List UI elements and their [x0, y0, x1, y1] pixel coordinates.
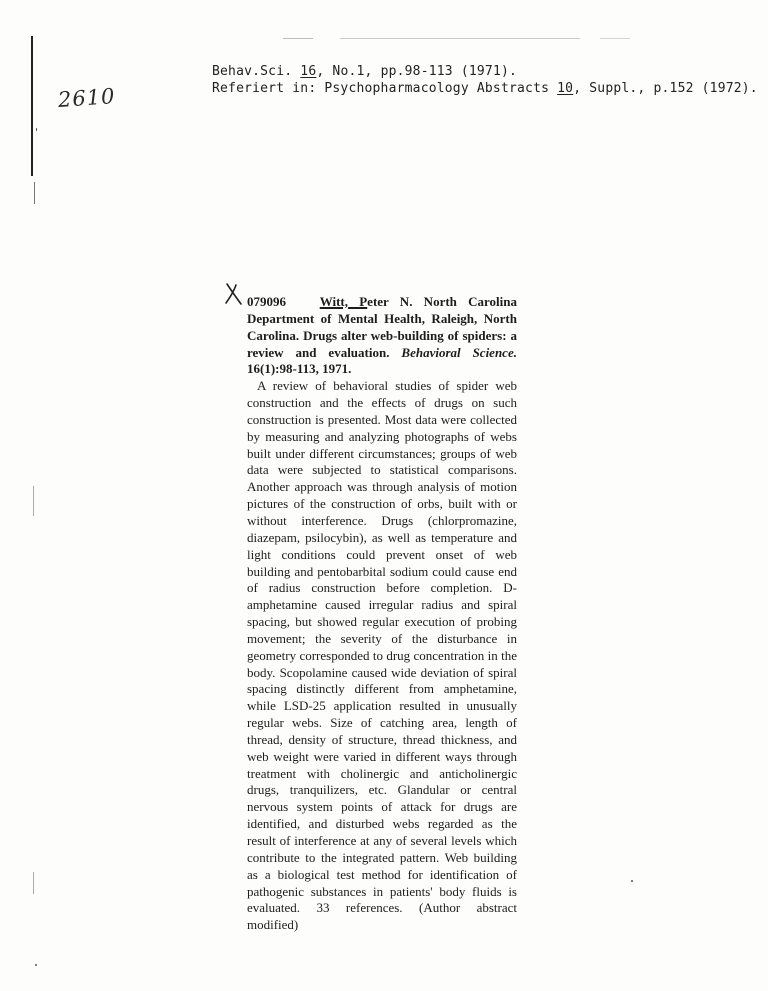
citation-header	[212, 63, 758, 97]
scan-top-rule	[340, 38, 580, 39]
scan-edge-dots	[33, 872, 34, 894]
abstract-entry	[247, 294, 517, 934]
abstract-author: Witt, P	[319, 294, 368, 309]
scan-edge-mark	[34, 182, 35, 204]
citation-line-source	[212, 63, 752, 80]
citation-journal: Behav.Sci.	[212, 64, 301, 79]
abstract-journal: Behavioral Science.	[401, 344, 517, 360]
abstract-author-rest: eter N.	[367, 294, 413, 309]
scan-speck	[631, 880, 633, 882]
scan-edge-line	[31, 36, 33, 176]
reference-journal: Referiert in: Psychopharmacology Abstracts	[212, 81, 558, 96]
scan-top-rule	[283, 38, 313, 39]
abstract-citation: 16(1):98-113, 1971.	[247, 361, 352, 377]
abstract-body: A review of behavioral studies of spider web construction and the effects of drugs on such construction is presented. Most data were collected by measuring and analyzing photographs of webs built under different circumstances; groups of web data were subjected to statistical comparisons. Another approach was through analysis of motion pictures of the construction of orbs, built with or without interference. Drugs (chlorpromazine, diazepam, psilocybin), as well as temperature and light conditions could prevent onset of web building and pentobarbital sodium could cause end of radius construction before completion. D-amphetamine caused irregular radius and spiral spacing, but showed regular execution of probing movement; the severity of the disturbance in geometry corresponded to drug concentration in the body. Scopolamine caused wide deviation of spiral spacing distinctly different from amphetamine, while LSD-25 application resulted in unusually regular webs. Size of catching area, length of thread, density of structure, thread thickness, and web weight were varied in different ways through treatment with cholinergic and anticholinergic drugs, tranquilizers, etc. Glandular or central nervous system points of attack for drugs are identified, and disturbed webs regarded as the result of interference at any of several levels which contribute to the integrated pattern. Web building as a biological test method for identification of pathogenic substances in patients' body fluids is evaluated. 33 references. (Author abstract modified)	[247, 378, 517, 933]
abstract-affiliation-title: North Carolina Department of Mental Health, Raleigh, North Carolina. Drugs alter web-building of spiders: a review and evaluation.	[247, 294, 518, 360]
reference-volume: 10	[557, 81, 574, 96]
scan-top-rule	[600, 38, 630, 39]
abstract-heading	[247, 294, 517, 378]
scan-edge-dots	[33, 486, 34, 516]
citation-volume: 16	[300, 64, 317, 79]
citation-line-reference	[212, 80, 758, 97]
handwritten-x-mark	[224, 282, 244, 306]
reference-pages: , Suppl., p.152 (1972).	[573, 81, 758, 96]
citation-pages: , No.1, pp.98-113 (1971).	[316, 64, 518, 79]
scan-speck	[35, 964, 37, 966]
handwritten-number: 2610	[57, 84, 117, 112]
abstract-number: 079096	[247, 294, 286, 309]
scan-speck	[36, 128, 37, 131]
